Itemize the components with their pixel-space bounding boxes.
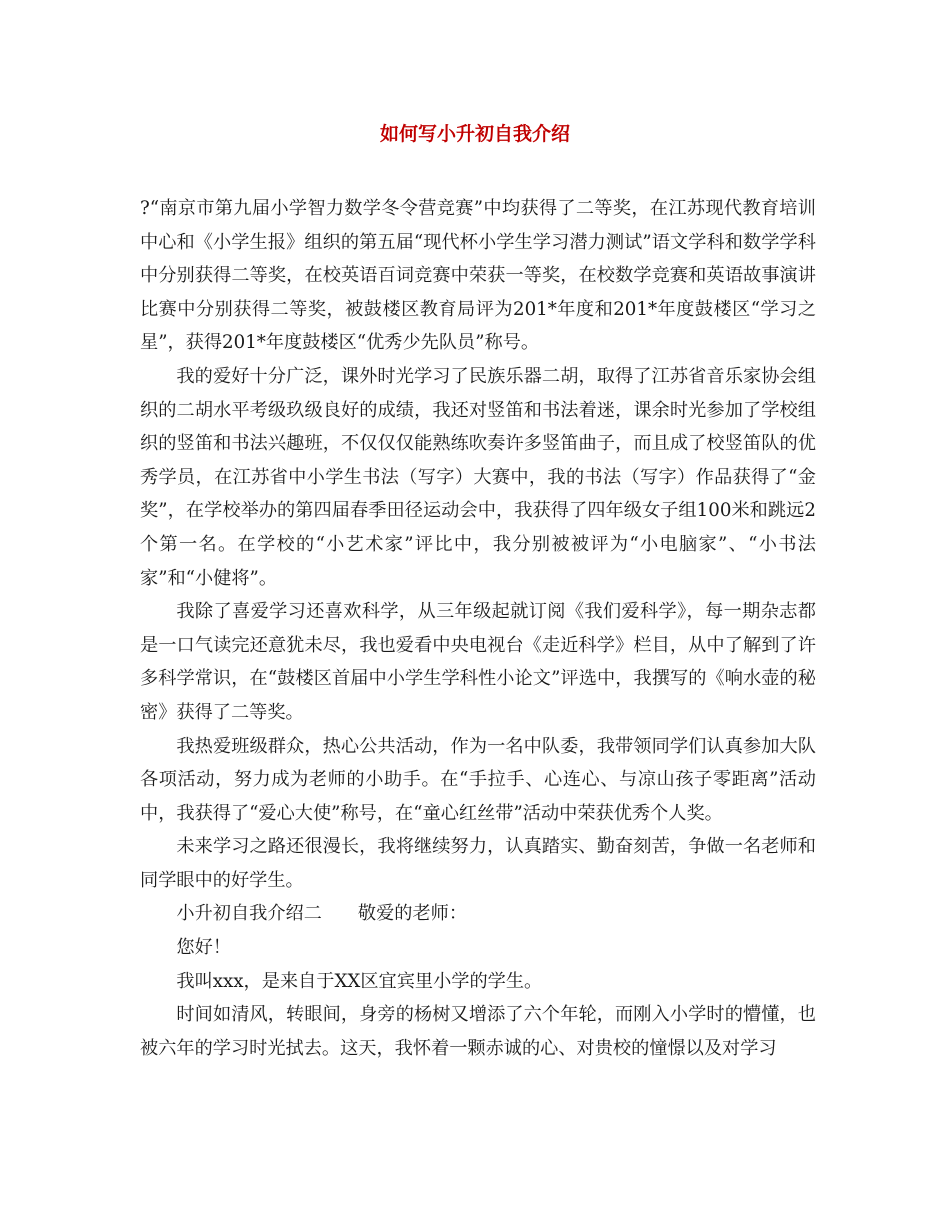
paragraph-science: 我除了喜爱学习还喜欢科学，从三年级起就订阅《我们爱科学》，每一期杂志都是一口气读完还意犹未尽，我也爱看中央电视台《走近科学》栏目，从中了解到了许多科学常识，在“鼓楼区首届中小学生学科性小论文”评选中，我撰写的《响水壶的秘密》获得了二等奖。 (140, 601, 816, 723)
paragraph-future: 未来学习之路还很漫长，我将继续努力，认真踏实、勤奋刻苦，争做一名老师和同学眼中的好学生。 (140, 836, 816, 891)
intro-line: 我叫xxx，是来自于XX区宜宾里小学的学生。 (176, 970, 543, 992)
paragraph-time: 时间如清风，转眼间，身旁的杨树又增添了六个年轮，而刚入小学时的懵懂，也被六年的学习时光拭去。这天，我怀着一颗赤诚的心、对贵校的憧憬以及对学习 (140, 1004, 816, 1059)
paragraph-class-activities: 我热爱班级群众，热心公共活动，作为一名中队委，我带领同学们认真参加大队各项活动，努力成为老师的小助手。在“手拉手、心连心、与凉山孩子零距离”活动中，我获得了“爱心大使”称号，在“童心红丝带”活动中荣获优秀个人奖。 (140, 735, 816, 824)
section-heading: 小升初自我介绍二 (176, 903, 322, 925)
paragraph-awards: ?“南京市第九届小学智力数学冬令营竞赛”中均获得了二等奖，在江苏现代教育培训中心和《小学生报》组织的第五届“现代杯小学生学习潜力测试”语文学科和数学学科中分别获得二等奖，在校英语百词竞赛中荣获一等奖，在校数学竞赛和英语故事演讲比赛中分别获得二等奖，被鼓楼区教育局评为201*年度和201*年度鼓楼区“学习之星”，获得201*年度鼓楼区“优秀少先队员”称号。 (140, 198, 816, 354)
greeting: 您好！ (176, 937, 231, 959)
paragraph-hobbies: 我的爱好十分广泛，课外时光学习了民族乐器二胡，取得了江苏省音乐家协会组织的二胡水平考级玖级良好的成绩，我还对竖笛和书法着迷，课余时光参加了学校组织的竖笛和书法兴趣班，不仅仅仅能熟练吹奏许多竖笛曲子，而且成了校竖笛队的优秀学员，在江苏省中小学生书法（写字）大赛中，我的书法（写字）作品获得了“金奖”，在学校举办的第四届春季田径运动会中，我获得了四年级女子组100米和跳远2个第一名。在学校的“小艺术家”评比中，我分别被被评为“小电脑家”、“小书法家”和“小健将”。 (140, 365, 816, 589)
salutation: 敬爱的老师： (357, 903, 468, 925)
document-body (140, 192, 816, 1065)
document-title: 如何写小升初自我介绍 (379, 123, 570, 145)
section-heading-line (140, 897, 816, 931)
